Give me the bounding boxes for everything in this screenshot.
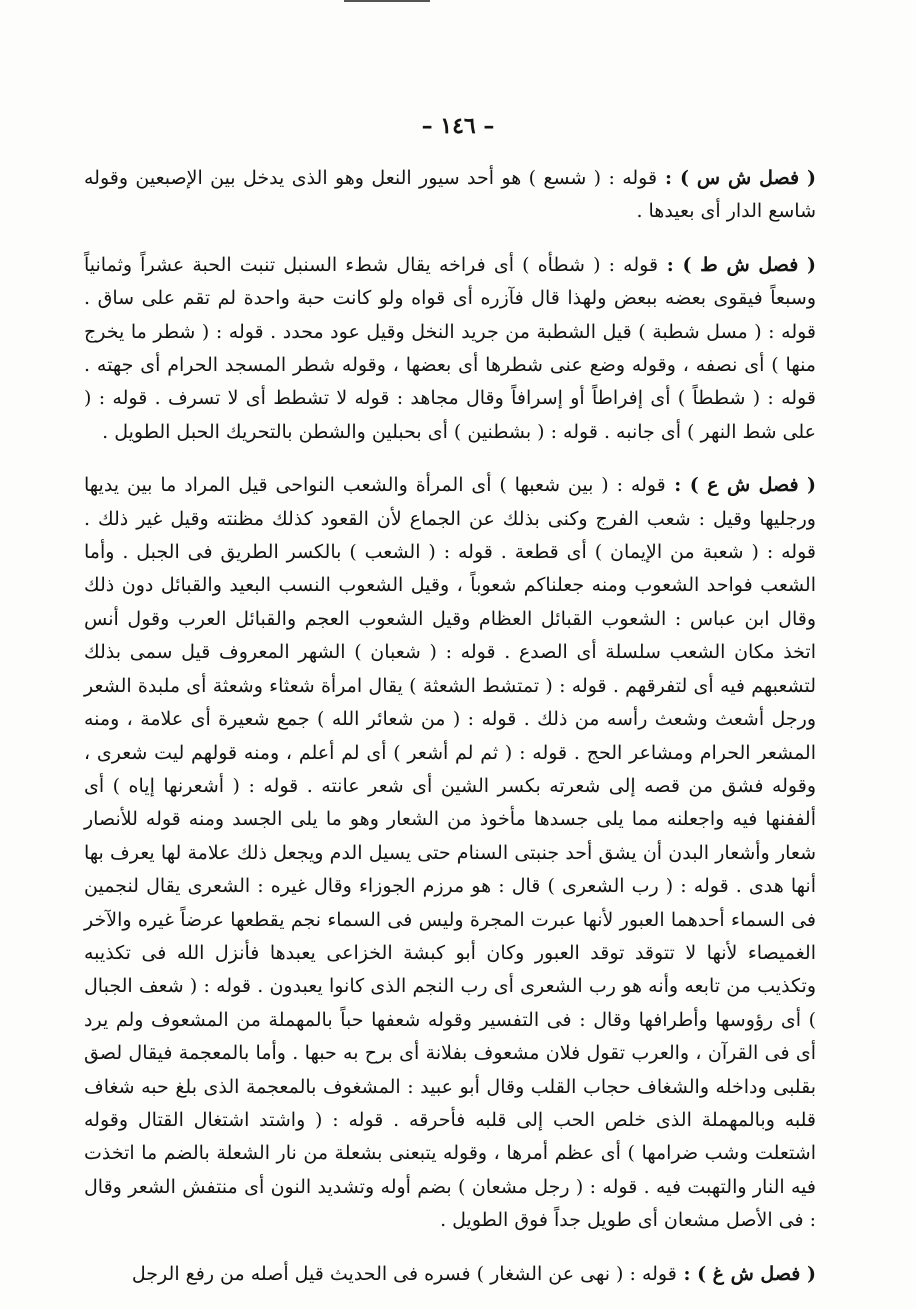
section-heading: ( فصل ش ط ) : — [658, 253, 816, 276]
section-heading: ( فصل ش غ ) : — [676, 1262, 816, 1285]
entry-text: قوله : ( شطأه ) أى فراخه يقال شطء السنبل تنبت الحبة عشراً وثمانياً وسبعاً فيقوى بعضه ببعض ولهذا قال فآزره أى قواه ولو كانت حبة واحدة لم تقم على ساق . قوله : ( مسل شطبة ) قيل الشطبة من جريد النخل وقيل عود محدد . قوله : ( شطر ما يخرج منها ) أى نصفه ، وقوله وضع عنى شطرها أى بعضها ، وقوله شطر المسجد الحرام أى جهته . قوله : ( شططاً ) أى إفراطاً أو إسرافاً وقال مجاهد : قوله لا تشطط أى لا تسرف . قوله : ( على شط النهر ) أى جانبه . قوله : ( بشطنين ) أى بحبلين والشطن بالتحريك الحبل الطويل . — [84, 253, 816, 443]
entry-text: قوله : ( شسع ) هو أحد سيور النعل وهو الذى يدخل بين الإصبعين وقوله شاسع الدار أى بعيدها . — [84, 167, 816, 223]
entry-shin-ta — [84, 249, 816, 449]
page-number: – ١٤٦ – — [421, 113, 495, 139]
entry-shin-ghain — [84, 1258, 816, 1291]
section-heading: ( فصل ش ع ) : — [665, 474, 816, 497]
entry-text: قوله : ( نهى عن الشغار ) فسره فى الحديث قيل أصله من رفع الرجل — [131, 1262, 677, 1285]
entry-text: قوله : ( بين شعبها ) أى المرأة والشعب النواحى قيل المراد ما بين يديها ورجليها وقيل : شعب الفرج وكنى بذلك عن الجماع لأن القعود كذلك مظنته وقيل غير ذلك . قوله : ( شعبة من الإيمان ) أى قطعة . قوله : ( الشعب ) بالكسر الطريق فى الجبل . وأما الشعب فواحد الشعوب ومنه جعلناكم شعوباً ، وقيل الشعوب النسب البعيد والقبائل دون ذلك وقال ابن عباس : الشعوب القبائل العظام وقيل الشعوب العجم والقبائل العرب وقول أنس اتخذ مكان الشعب سلسلة أى الصدع . قوله : ( شعبان ) الشهر المعروف قيل سمى بذلك لتشعبهم فيه أى لتفرقهم . قوله : ( تمتشط الشعثة ) يقال امرأة شعثاء وشعثة أى ملبدة الشعر ورجل أشعث وشعث رأسه من ذلك . قوله : ( من شعائر الله ) جمع شعيرة أى علامة ، ومنه المشعر الحرام ومشاعر الحج . قوله : ( ثم لم أشعر ) أى لم أعلم ، ومنه قولهم ليت شعرى ، وقوله فشق من قصه إلى شعرته بكسر الشين أى شعر عانته . قوله : ( أشعرنها إياه ) أى ألففنها فيه واجعلنه مما يلى جسدها مأخوذ من الشعار وهو ما يلى الجسد ومنه قوله للأنصار شعار وأشعار البدن أن يشق أحد جنبتى السنام حتى يسيل الدم ويجعل ذلك علامة لها يعرف بها أنها هدى . قوله : ( رب الشعرى ) قال : هو مرزم الجوزاء وقال غيره : الشعرى يقال لنجمين فى السماء أحدهما العبور لأنها عبرت المجرة وليس فى السماء نجم يقطعها عرضاً غيره والآخر الغميصاء لأنها لا تتوقد توقد العبور وكان أبو كبشة الخزاعى يعبدها فأنزل الله فى تكذيبه وتكذيب من تابعه وأنه هو رب الشعرى أى رب النجم الذى كانوا يعبدون . قوله : ( شعف الجبال ) أى رؤوسها وأطرافها وقال : فى التفسير وقوله شعفها حباً بالمهملة من المشعوف ولم يرد أى فى القرآن ، والعرب تقول فلان مشعوف بفلانة أى برح به حبها . وأما بالمعجمة فيقال لصق بقلبى وداخله والشغاف حجاب القلب وقال أبو عبيد : المشغوف بالمعجمة الذى بلغ حبه شغاف قلبه وبالمهملة الذى خلص الحب إلى قلبه فأحرقه . قوله : ( واشتد اشتغال القتال وقوله اشتعلت وشب ضرامها ) أى عظم أمرها ، وقوله يتبعنى بشعلة من نار الشعلة بالضم ما اتخذت فيه النار والتهبت فيه . قوله : ( رجل مشعان ) بضم أوله وتشديد النون أى منتفش الشعر وقال : فى الأصل مشعان أى طويل جداً فوق الطويل . — [84, 474, 816, 1232]
page-body — [84, 162, 816, 1291]
entry-shin-sin — [84, 162, 816, 229]
section-heading: ( فصل ش س ) : — [657, 167, 816, 189]
top-rule — [344, 0, 430, 2]
entry-shin-ain — [84, 469, 816, 1237]
